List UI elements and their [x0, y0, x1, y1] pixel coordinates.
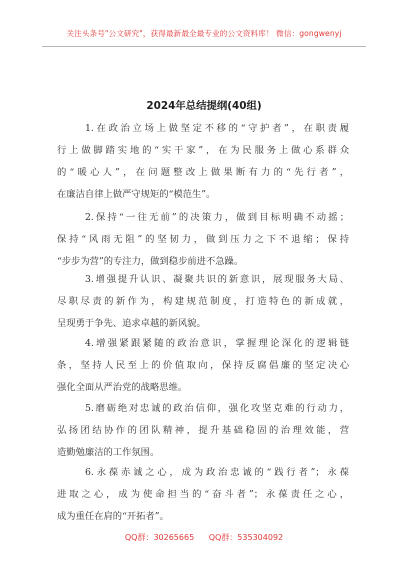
footer-contact	[0, 532, 408, 543]
paragraph-line: 呈现勇于争先、追求卓越的新风貌。	[57, 318, 206, 329]
paragraph-line: 保持“风雨无阻”的坚韧力，做到压力之下不退缩；保持	[57, 234, 349, 245]
paragraph-line: 的“暖心人”，在问题整改上做果断有力的“先行者”，	[57, 167, 349, 178]
paragraph-line: 造勤勉廉洁的工作氛围。	[57, 447, 160, 458]
paragraph-line: 强化全面从严治党的战略思维。	[57, 382, 188, 393]
paragraph-line: 弘扬团结协作的团队精神，提升基础稳固的治理效能，营	[57, 425, 349, 436]
paragraph-line: 条，坚持人民至上的价值取向，保持反腐倡廉的坚定决心	[57, 360, 349, 371]
paragraph-line: 成为重任在肩的“开拓者”。	[57, 511, 169, 522]
paragraph-4	[57, 333, 349, 399]
document-title: 2024年总结提纲(40组)	[146, 100, 262, 112]
paragraph-3	[57, 269, 349, 335]
paragraph-line: 5.磨砺绝对忠诚的政治信仰，强化攻坚克难的行动力，	[85, 403, 349, 414]
paragraph-line: “步步为营”的专注力，做到稳步前进不急躁。	[57, 256, 244, 267]
header-banner: 关注头条号"公文研究"，获得最新最全最专业的公文资料库！ 微信：gongwenyj	[66, 29, 342, 38]
header-divider	[42, 46, 366, 47]
paragraph-6	[57, 462, 349, 528]
paragraph-1	[57, 118, 349, 206]
paragraph-line: 尽职尽责的新作为，构建规范制度，打造特色的新成就，	[57, 296, 349, 307]
paragraph-line: 在廉洁自律上做严守规矩的“模范生”。	[57, 189, 216, 200]
paragraph-line: 进取之心，成为使命担当的“奋斗者”；永葆责任之心，	[57, 489, 349, 500]
footer-qq-group-1: QQ群：30265665	[124, 533, 195, 542]
paragraph-2	[57, 207, 349, 273]
paragraph-line: 2.保持“一往无前”的决策力，做到目标明确不动摇；	[85, 212, 349, 223]
paragraph-5	[57, 398, 349, 464]
paragraph-line: 4.增强紧跟紧随的政治意识，掌握理论深化的逻辑链	[85, 338, 349, 349]
paragraph-line: 6.永葆赤诚之心，成为政治忠诚的“践行者”；永葆	[85, 467, 349, 478]
footer-qq-group-2: QQ群：535304092	[208, 533, 284, 542]
paragraph-line: 1.在政治立场上做坚定不移的“守护者”，在职责履	[85, 123, 349, 134]
paragraph-line: 3.增强提升认识、凝聚共识的新意识，展现服务大局、	[85, 274, 349, 285]
paragraph-line: 行上做脚踏实地的“实干家”，在为民服务上做心系群众	[57, 145, 349, 156]
